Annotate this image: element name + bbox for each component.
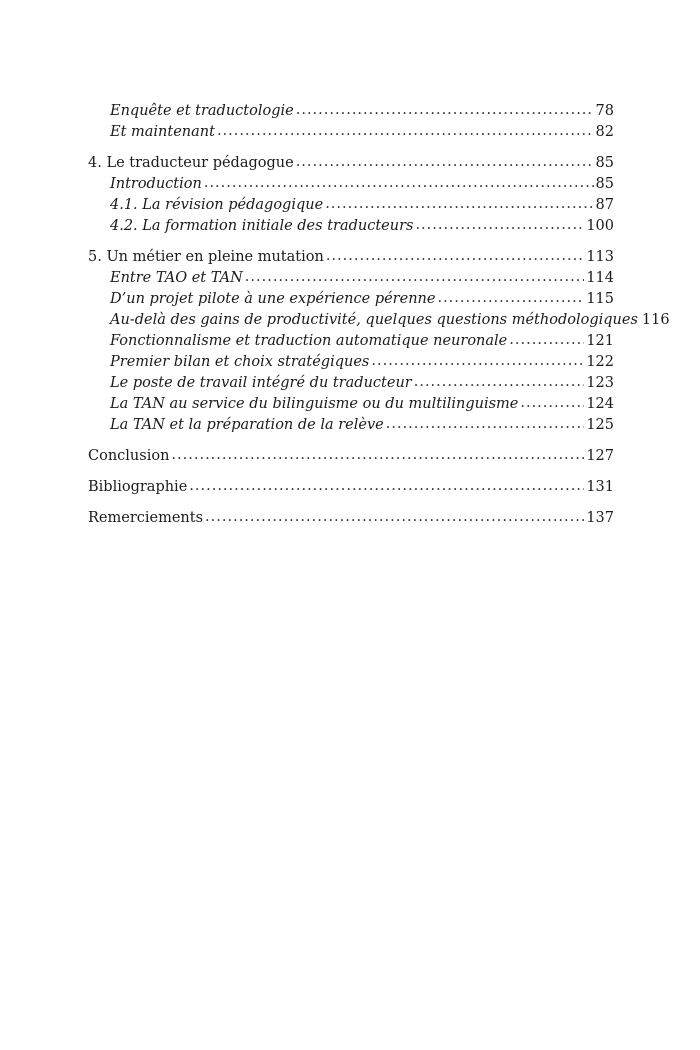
dot-leader [245,267,585,288]
toc-section [88,247,670,436]
toc-entry-title: Au-delà des gains de productivité, quelques questions méthodologiques [110,312,638,328]
toc-entry-page: 122 [586,354,614,370]
dot-leader [205,507,584,528]
dot-leader [371,351,584,372]
dot-leader [189,476,584,497]
dot-leader [325,194,593,215]
toc-entry [88,508,614,529]
toc-entry-title: Enquête et traductologie [110,103,294,119]
toc-entry-page: 125 [586,417,614,433]
toc-entry-page: 82 [595,124,614,140]
toc-entry [88,216,614,237]
toc-entry [88,415,614,436]
toc-section [88,477,614,498]
toc-entry-title: Entre TAO et TAN [110,270,243,286]
toc-section [88,153,614,237]
toc-entry-page: 85 [595,155,614,171]
toc-entry [88,122,614,143]
toc-entry [88,268,614,289]
dot-leader [171,445,584,466]
toc-entry-title: D’un projet pilote à une expérience pérenne [110,291,436,307]
toc-entry-title: 4. Le traducteur pédagogue [88,155,294,171]
toc-section [88,508,614,529]
toc-entry-page: 123 [586,375,614,391]
toc-entry-page: 115 [586,291,614,307]
dot-leader [415,215,584,236]
toc-entry [88,310,670,331]
toc-entry-page: 114 [586,270,614,286]
dot-leader [437,288,584,309]
table-of-contents [88,101,670,529]
toc-entry-page: 121 [586,333,614,349]
toc-section [88,446,614,467]
toc-entry-page: 85 [595,176,614,192]
toc-entry-title: Introduction [110,176,202,192]
dot-leader [217,121,594,142]
toc-entry [88,331,614,352]
toc-entry-page: 124 [586,396,614,412]
toc-entry-page: 127 [586,448,614,464]
toc-entry-title: Conclusion [88,448,170,464]
dot-leader [296,100,594,121]
toc-entry [88,247,614,268]
toc-entry-page: 78 [595,103,614,119]
toc-entry-page: 131 [586,479,614,495]
dot-leader [509,330,584,351]
toc-entry-title: 5. Un métier en pleine mutation [88,249,324,265]
toc-entry [88,477,614,498]
toc-entry [88,352,614,373]
toc-entry [88,394,614,415]
dot-leader [386,414,585,435]
toc-entry-title: La TAN et la préparation de la relève [110,417,384,433]
toc-entry [88,101,614,122]
toc-entry-page: 87 [595,197,614,213]
toc-entry-page: 100 [586,218,614,234]
toc-entry-title: 4.2. La formation initiale des traducteurs [110,218,414,234]
toc-entry [88,446,614,467]
toc-entry-page: 113 [586,249,614,265]
toc-entry-title: La TAN au service du bilinguisme ou du multilinguisme [110,396,519,412]
toc-entry-title: Le poste de travail intégré du traducteur [110,375,412,391]
toc-entry-title: Fonctionnalisme et traduction automatique neuronale [110,333,508,349]
dot-leader [204,173,594,194]
toc-entry-title: Bibliographie [88,479,188,495]
toc-entry [88,289,614,310]
toc-entry-page: 116 [641,312,670,328]
dot-leader [296,152,594,173]
toc-entry [88,373,614,394]
toc-entry-title: Premier bilan et choix stratégiques [110,354,370,370]
dot-leader [326,246,584,267]
toc-entry-title: Et maintenant [110,124,215,140]
dot-leader [414,372,585,393]
toc-entry [88,195,614,216]
toc-entry-page: 137 [586,510,614,526]
toc-entry-title: 4.1. La révision pédagogique [110,197,324,213]
dot-leader [520,393,584,414]
toc-entry [88,153,614,174]
toc-entry-title: Remerciements [88,510,204,526]
toc-section [88,101,614,143]
toc-entry [88,174,614,195]
